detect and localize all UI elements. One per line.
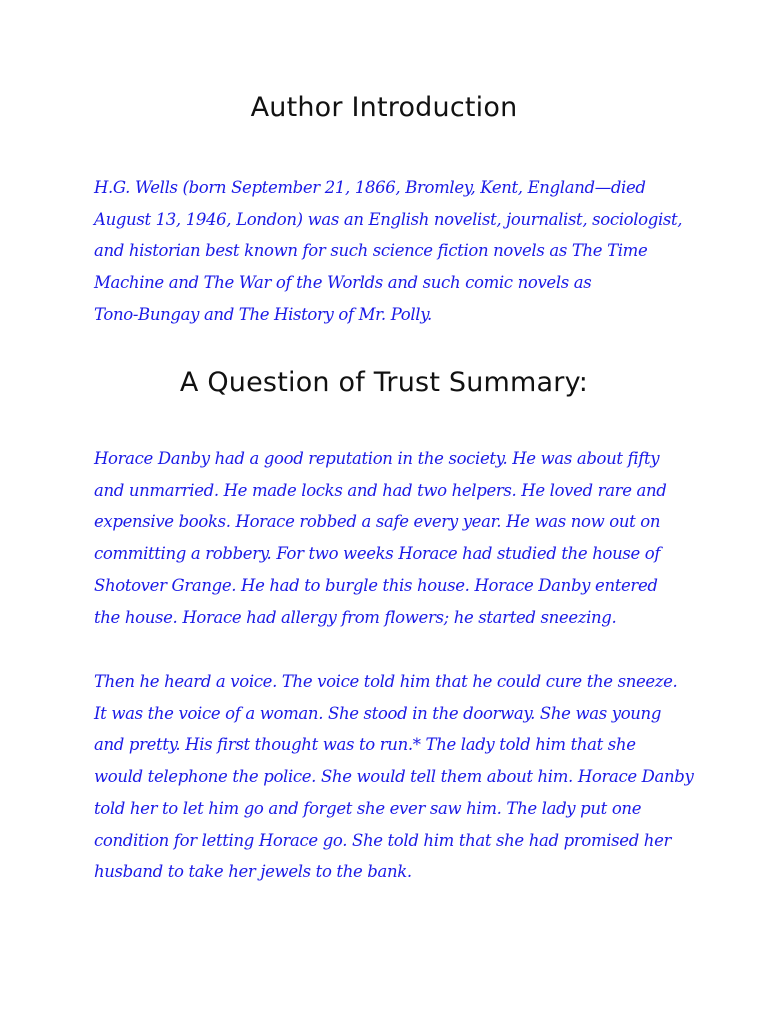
text-line: would telephone the police. She would tell them about him. Horace Danby — [94, 767, 694, 787]
text-line: Machine and The War of the Worlds and such comic novels as — [94, 273, 592, 293]
author-intro-paragraph — [94, 172, 684, 331]
text-line: Then he heard a voice. The voice told him that he could cure the sneeze. — [94, 672, 678, 691]
text-line: Tono-Bungay and The History of Mr. Polly. — [94, 304, 432, 324]
text-line: condition for letting Horace go. She told him that she had promised her — [94, 830, 672, 850]
text-line: the house. Horace had allergy from flowers; he started sneezing. — [94, 607, 617, 627]
author-introduction-heading: Author Introduction — [250, 92, 518, 123]
text-line: told her to let him go and forget she ever saw him. The lady put one — [94, 798, 642, 818]
text-line: and unmarried. He made locks and had two helpers. He loved rare and — [94, 480, 667, 500]
summary-paragraph-2 — [94, 666, 694, 888]
summary-paragraph-1 — [94, 443, 684, 633]
text-line: and historian best known for such science fiction novels as The Time — [94, 241, 648, 261]
text-line: H.G. Wells (born September 21, 1866, Bromley, Kent, England—died — [94, 178, 646, 197]
summary-heading: A Question of Trust Summary: — [179, 367, 589, 398]
text-line: and pretty. His first thought was to run.* The lady told him that she — [94, 735, 636, 755]
text-line: Shotover Grange. He had to burgle this house. Horace Danby entered — [94, 575, 658, 595]
text-line: August 13, 1946, London) was an English novelist, journalist, sociologist, — [94, 209, 683, 229]
text-line: husband to take her jewels to the bank. — [94, 862, 412, 882]
text-line: It was the voice of a woman. She stood in the doorway. She was young — [94, 703, 662, 723]
text-line: committing a robbery. For two weeks Horace had studied the house of — [94, 544, 661, 564]
text-line: expensive books. Horace robbed a safe every year. He was now out on — [94, 512, 661, 532]
text-line: Horace Danby had a good reputation in the society. He was about fifty — [94, 449, 660, 468]
